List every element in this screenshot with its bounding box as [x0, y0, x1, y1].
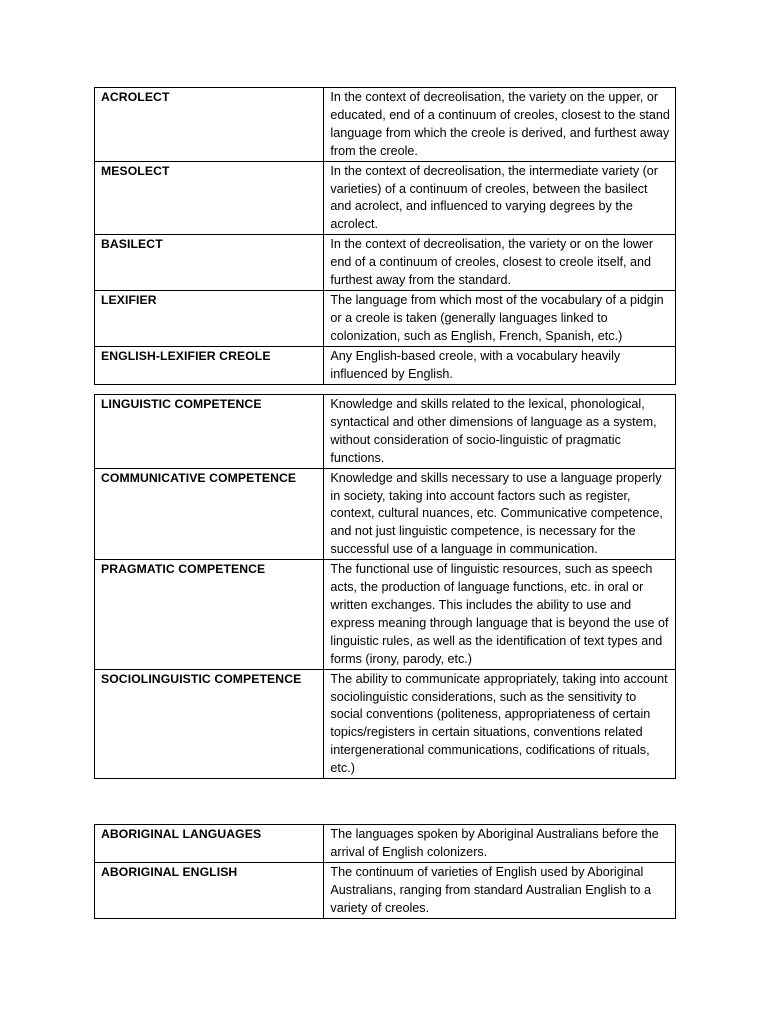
table-row — [95, 235, 676, 291]
term-cell: ACROLECT — [95, 88, 324, 162]
definition-cell: The language from which most of the vocabulary of a pidgin or a creole is taken (generally languages linked to colonization, such as English, French, Spanish, etc.) — [324, 290, 676, 346]
table-row — [95, 862, 676, 918]
table-row — [95, 346, 676, 384]
glossary-table-creoles — [94, 87, 676, 385]
definition-cell: The ability to communicate appropriately, taking into account sociolinguistic considerations, such as the sensitivity to social conventions (politeness, appropriateness of certain topics/registers in certain situations, conventions related intergenerational communications, codifications of rituals, etc.) — [324, 669, 676, 778]
definition-cell: In the context of decreolisation, the variety on the upper, or educated, end of a continuum of creoles, closest to the stand language from which the creole is derived, and furthest away from the creole. — [324, 88, 676, 162]
table-row — [95, 88, 676, 162]
definition-cell: Any English-based creole, with a vocabulary heavily influenced by English. — [324, 346, 676, 384]
term-cell: COMMUNICATIVE COMPETENCE — [95, 468, 324, 560]
term-cell: LEXIFIER — [95, 290, 324, 346]
table-row — [95, 825, 676, 863]
table-row — [95, 560, 676, 669]
definition-cell: Knowledge and skills necessary to use a language properly in society, taking into account factors such as register, context, cultural nuances, etc. Communicative competence, and not just linguistic competence, is necessary for the successful use of a language in communication. — [324, 468, 676, 560]
table-row — [95, 161, 676, 235]
definition-cell: The continuum of varieties of English used by Aboriginal Australians, ranging from standard Australian English to a variety of creoles. — [324, 862, 676, 918]
definition-cell: The languages spoken by Aboriginal Australians before the arrival of English colonizers. — [324, 825, 676, 863]
definition-cell: In the context of decreolisation, the variety or on the lower end of a continuum of creoles, closest to creole itself, and furthest away from the standard. — [324, 235, 676, 291]
table-row — [95, 290, 676, 346]
term-cell: PRAGMATIC COMPETENCE — [95, 560, 324, 669]
term-cell: BASILECT — [95, 235, 324, 291]
table-row — [95, 468, 676, 560]
definition-cell: The functional use of linguistic resources, such as speech acts, the production of language functions, etc. in oral or written exchanges. This includes the ability to use and express meaning through language that is beyond the use of linguistic rules, as well as the identification of text types and forms (irony, parody, etc.) — [324, 560, 676, 669]
definition-cell: In the context of decreolisation, the intermediate variety (or varieties) of a continuum of creoles, between the basilect and acrolect, and influenced to varying degrees by the acrolect. — [324, 161, 676, 235]
term-cell: ENGLISH-LEXIFIER CREOLE — [95, 346, 324, 384]
term-cell: LINGUISTIC COMPETENCE — [95, 395, 324, 469]
term-cell: MESOLECT — [95, 161, 324, 235]
table-row — [95, 395, 676, 469]
glossary-table-aboriginal — [94, 824, 676, 919]
table-row — [95, 669, 676, 778]
term-cell: ABORIGINAL ENGLISH — [95, 862, 324, 918]
definition-cell: Knowledge and skills related to the lexical, phonological, syntactical and other dimensions of language as a system, without consideration of socio-linguistic of pragmatic functions. — [324, 395, 676, 469]
term-cell: SOCIOLINGUISTIC COMPETENCE — [95, 669, 324, 778]
glossary-table-competence — [94, 394, 676, 779]
term-cell: ABORIGINAL LANGUAGES — [95, 825, 324, 863]
